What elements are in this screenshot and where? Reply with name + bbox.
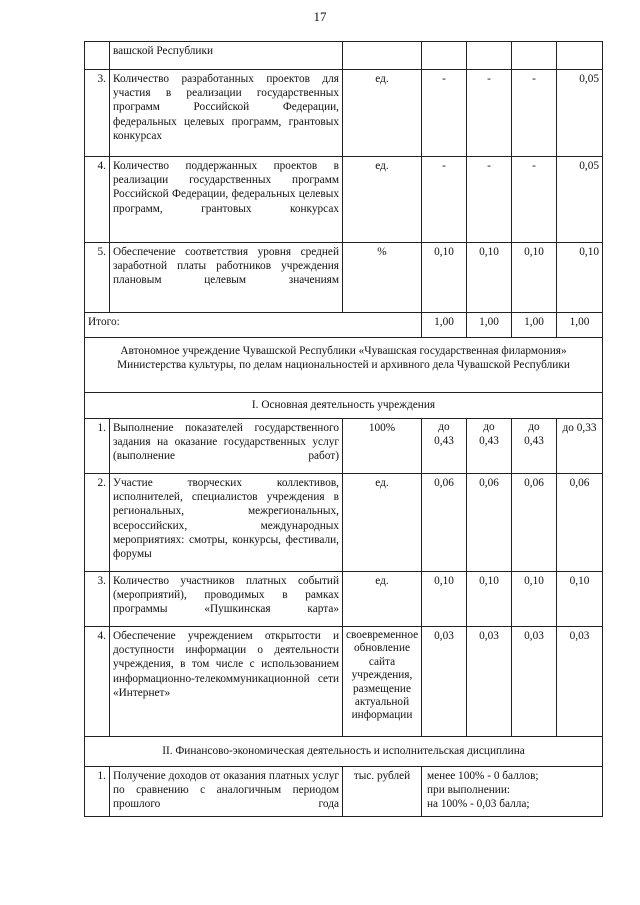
total-label: Итого:	[85, 313, 422, 338]
unit-cell: ед.	[343, 572, 422, 627]
page-number: 17	[313, 9, 327, 24]
unit-cell: ед.	[343, 474, 422, 572]
row-number: 1.	[85, 419, 110, 474]
table-row	[85, 157, 603, 243]
indicator-text: Количество участников платных событий (мероприятий), проводимых в рамках программы «Пушкинская карта»	[110, 572, 343, 627]
table-row	[85, 767, 603, 817]
value-q4: до 0,33	[557, 419, 603, 474]
indicator-text: Количество разработанных проектов для участия в реализации государственных программ Российской Федерации, федеральных целевых программ, грантовых конкурсах	[110, 70, 343, 157]
section-header-row	[85, 737, 603, 767]
table-row	[85, 243, 603, 313]
indicator-text: вашской Республики	[110, 42, 343, 70]
unit-cell: %	[343, 243, 422, 313]
value-q3: -	[512, 70, 557, 157]
indicator-text: Выполнение показателей государственного задания на оказание государственных услуг (выполнение работ)	[110, 419, 343, 474]
value-q3: 0,10	[512, 572, 557, 627]
row-number: 5.	[85, 243, 110, 313]
value-q2: 0,10	[467, 243, 512, 313]
row-number: 3.	[85, 572, 110, 627]
table-row	[85, 474, 603, 572]
table-row	[85, 70, 603, 157]
organization-name: Автономное учреждение Чувашской Республики «Чувашская государственная филармония» Министерства культуры, по делам национальностей и архивного дела Чувашской Республики	[85, 338, 603, 393]
value-q1: -	[422, 157, 467, 243]
table-row	[85, 572, 603, 627]
section-title: I. Основная деятельность учреждения	[85, 393, 603, 419]
table-row	[85, 419, 603, 474]
value-q1: 0,03	[422, 627, 467, 737]
criteria-table	[84, 41, 603, 817]
value-q4: 0,10	[557, 572, 603, 627]
value-q2: 0,03	[467, 627, 512, 737]
value-q4: 0,03	[557, 627, 603, 737]
section-header-row	[85, 393, 603, 419]
total-q1: 1,00	[422, 313, 467, 338]
row-number: 2.	[85, 474, 110, 572]
row-number: 1.	[85, 767, 110, 817]
value-q2: -	[467, 70, 512, 157]
unit-cell: ед.	[343, 157, 422, 243]
indicator-text: Обеспечение соответствия уровня средней заработной платы работников учреждения плановым целевым значениям	[110, 243, 343, 313]
value-q1: 0,06	[422, 474, 467, 572]
value-q2: до 0,43	[467, 419, 512, 474]
indicator-text: Участие творческих коллективов, исполнителей, специалистов учреждения в региональных, межрегиональных, всероссийских, международных мероприятиях: смотры, конкурсы, фестивали, форумы	[110, 474, 343, 572]
value-q4: 0,05	[557, 157, 603, 243]
organization-row	[85, 338, 603, 393]
unit-cell: 100%	[343, 419, 422, 474]
value-q1: 0,10	[422, 572, 467, 627]
value-q4: 0,06	[557, 474, 603, 572]
scoring-criteria: менее 100% - 0 баллов; при выполнении: на 100% - 0,03 балла;	[422, 767, 603, 817]
value-q2: 0,10	[467, 572, 512, 627]
value-q3: до 0,43	[512, 419, 557, 474]
value-q4: 0,10	[557, 243, 603, 313]
value-q3: 0,06	[512, 474, 557, 572]
indicator-text: Количество поддержанных проектов в реализации государственных программ Российской Федерации, федеральных целевых программ, грантовых конкурсах	[110, 157, 343, 243]
indicator-text: Получение доходов от оказания платных услуг по сравнению с аналогичным периодом прошлого года	[110, 767, 343, 817]
value-q1: 0,10	[422, 243, 467, 313]
table-row	[85, 42, 603, 70]
value-q1: -	[422, 70, 467, 157]
unit-cell: своевременное обновление сайта учреждения, размещение актуальной информации	[343, 627, 422, 737]
value-q3: -	[512, 157, 557, 243]
row-number: 3.	[85, 70, 110, 157]
value-q3: 0,03	[512, 627, 557, 737]
total-q4: 1,00	[557, 313, 603, 338]
total-q2: 1,00	[467, 313, 512, 338]
unit-cell: ед.	[343, 70, 422, 157]
row-number: 4.	[85, 157, 110, 243]
value-q1: до 0,43	[422, 419, 467, 474]
value-q2: 0,06	[467, 474, 512, 572]
total-row	[85, 313, 603, 338]
row-number: 4.	[85, 627, 110, 737]
unit-cell: тыс. рублей	[343, 767, 422, 817]
total-q3: 1,00	[512, 313, 557, 338]
value-q2: -	[467, 157, 512, 243]
section-title: II. Финансово-экономическая деятельность и исполнительская дисциплина	[85, 737, 603, 767]
row-number	[85, 42, 110, 70]
value-q3: 0,10	[512, 243, 557, 313]
table-row	[85, 627, 603, 737]
indicator-text: Обеспечение учреждением открытости и доступности информации о деятельности учреждения, в том числе с использованием информационно-телекоммуникационной сети «Интернет»	[110, 627, 343, 737]
value-q4: 0,05	[557, 70, 603, 157]
